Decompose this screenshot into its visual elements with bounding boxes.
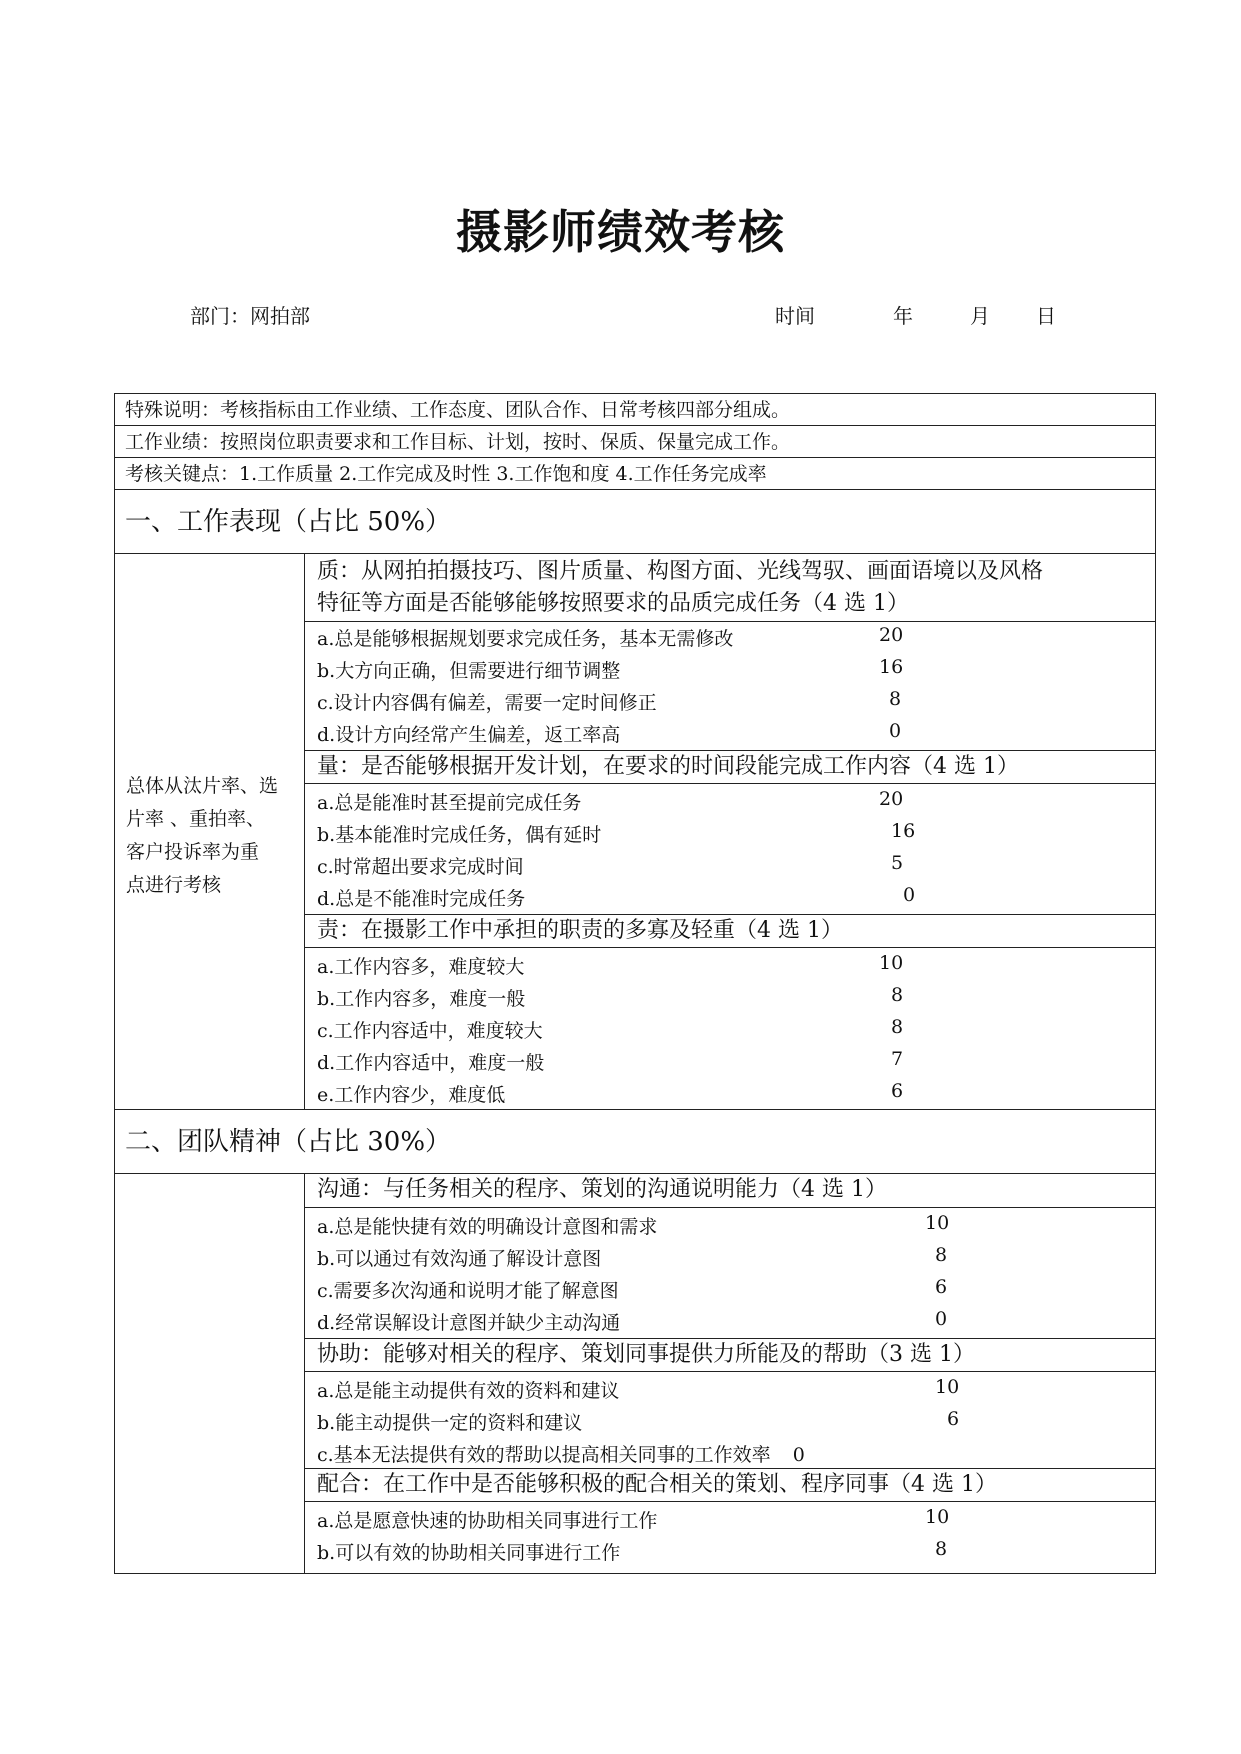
left-note-line: 片率 、重拍率、 — [126, 808, 266, 830]
communication-heading-text: 沟通：与任务相关的程序、策划的沟通说明能力（4 选 1） — [317, 1177, 887, 1202]
section2-group — [115, 1174, 1155, 1574]
assistance-score: 6 — [947, 1408, 960, 1430]
quantity-score: 0 — [903, 884, 916, 906]
responsibility-score: 8 — [891, 984, 904, 1006]
quality-option: b.大方向正确，但需要进行细节调整 — [317, 660, 621, 682]
section2-left-cell — [115, 1174, 305, 1574]
key-points-text: 考核关键点：1.工作质量 2.工作完成及时性 3.工作饱和度 4.工作任务完成率 — [125, 463, 767, 485]
assistance-option-label: c.基本无法提供有效的帮助以提高相关同事的工作效率 — [317, 1444, 771, 1466]
quality-score: 16 — [879, 656, 904, 678]
responsibility-heading — [305, 914, 1155, 948]
quality-score: 20 — [879, 624, 904, 646]
key-points-row — [115, 458, 1155, 490]
communication-score: 8 — [935, 1244, 948, 1266]
section1-left-cell — [115, 554, 305, 1109]
quality-heading-line: 特征等方面是否能够能够按照要求的品质完成任务（4 选 1） — [317, 591, 909, 616]
quantity-option: c.时常超出要求完成时间 — [317, 856, 524, 878]
day-label: 日 — [1036, 304, 1056, 328]
performance-text: 工作业绩：按照岗位职责要求和工作目标、计划，按时、保质、保量完成工作。 — [125, 431, 791, 453]
communication-score: 10 — [925, 1212, 950, 1234]
section2-heading — [115, 1110, 1155, 1174]
quality-score: 0 — [889, 720, 902, 742]
quality-heading — [305, 554, 1155, 622]
communication-option: d.经常误解设计意图并缺少主动沟通 — [317, 1312, 621, 1334]
responsibility-option: e.工作内容少，难度低 — [317, 1084, 506, 1106]
assistance-option: a.总是能主动提供有效的资料和建议 — [317, 1380, 620, 1402]
responsibility-option: d.工作内容适中，难度一般 — [317, 1052, 545, 1074]
responsibility-score: 6 — [891, 1080, 904, 1102]
section1-left-note — [126, 770, 296, 902]
quality-option: d.设计方向经常产生偏差，返工率高 — [317, 724, 621, 746]
section2-heading-text: 二、团队精神（占比 30%） — [125, 1127, 452, 1157]
quantity-score: 20 — [879, 788, 904, 810]
assistance-option — [317, 1440, 805, 1467]
responsibility-score: 7 — [891, 1048, 904, 1070]
cooperation-heading — [305, 1468, 1155, 1502]
quantity-option: a.总是能准时甚至提前完成任务 — [317, 792, 582, 814]
assistance-score: 0 — [792, 1444, 805, 1466]
communication-score: 6 — [935, 1276, 948, 1298]
communication-heading — [305, 1174, 1155, 1208]
cooperation-option: b.可以有效的协助相关同事进行工作 — [317, 1542, 621, 1564]
cooperation-option: a.总是愿意快速的协助相关同事进行工作 — [317, 1510, 658, 1532]
assessment-table — [114, 393, 1156, 1574]
assistance-score: 10 — [935, 1376, 960, 1398]
cooperation-score: 10 — [925, 1506, 950, 1528]
section1-group — [115, 554, 1155, 1110]
cooperation-score: 8 — [935, 1538, 948, 1560]
assistance-heading-text: 协助：能够对相关的程序、策划同事提供力所能及的帮助（3 选 1） — [317, 1342, 975, 1367]
quality-option: a.总是能够根据规划要求完成任务，基本无需修改 — [317, 628, 734, 650]
quality-option: c.设计内容偶有偏差，需要一定时间修正 — [317, 692, 657, 714]
cooperation-heading-text: 配合：在工作中是否能够积极的配合相关的策划、程序同事（4 选 1） — [317, 1472, 997, 1497]
responsibility-option: c.工作内容适中，难度较大 — [317, 1020, 543, 1042]
communication-option: a.总是能快捷有效的明确设计意图和需求 — [317, 1216, 658, 1238]
assistance-option: b.能主动提供一定的资料和建议 — [317, 1412, 583, 1434]
responsibility-option: b.工作内容多，难度一般 — [317, 988, 526, 1010]
quantity-score: 16 — [891, 820, 916, 842]
quantity-option: b.基本能准时完成任务，偶有延时 — [317, 824, 602, 846]
responsibility-option: a.工作内容多，难度较大 — [317, 956, 525, 978]
left-note-line: 总体从汰片率、选 — [126, 775, 279, 797]
left-note-line: 客户投诉率为重 — [126, 841, 260, 863]
special-note-row — [115, 394, 1155, 426]
quantity-score: 5 — [891, 852, 904, 874]
communication-option: c.需要多次沟通和说明才能了解意图 — [317, 1280, 619, 1302]
responsibility-score: 10 — [879, 952, 904, 974]
communication-score: 0 — [935, 1308, 948, 1330]
performance-row — [115, 426, 1155, 458]
assistance-heading — [305, 1338, 1155, 1372]
quality-score: 8 — [889, 688, 902, 710]
quantity-heading — [305, 750, 1155, 784]
page-title: 摄影师绩效考核 — [456, 205, 785, 259]
quantity-heading-text: 量：是否能够根据开发计划，在要求的时间段能完成工作内容（4 选 1） — [317, 754, 1019, 779]
time-label: 时间 — [775, 304, 815, 328]
month-label: 月 — [970, 304, 990, 328]
responsibility-heading-text: 责：在摄影工作中承担的职责的多寡及轻重（4 选 1） — [317, 918, 843, 943]
quantity-option: d.总是不能准时完成任务 — [317, 888, 526, 910]
year-label: 年 — [893, 304, 913, 328]
quality-heading-line: 质：从网拍拍摄技巧、图片质量、构图方面、光线驾驭、画面语境以及风格 — [317, 559, 1044, 584]
section1-heading-text: 一、工作表现（占比 50%） — [125, 507, 452, 537]
section1-heading — [115, 490, 1155, 554]
department-label: 部门：网拍部 — [190, 304, 310, 328]
special-note-text: 特殊说明：考核指标由工作业绩、工作态度、团队合作、日常考核四部分组成。 — [125, 399, 791, 421]
communication-option: b.可以通过有效沟通了解设计意图 — [317, 1248, 602, 1270]
left-note-line: 点进行考核 — [126, 874, 222, 896]
responsibility-score: 8 — [891, 1016, 904, 1038]
